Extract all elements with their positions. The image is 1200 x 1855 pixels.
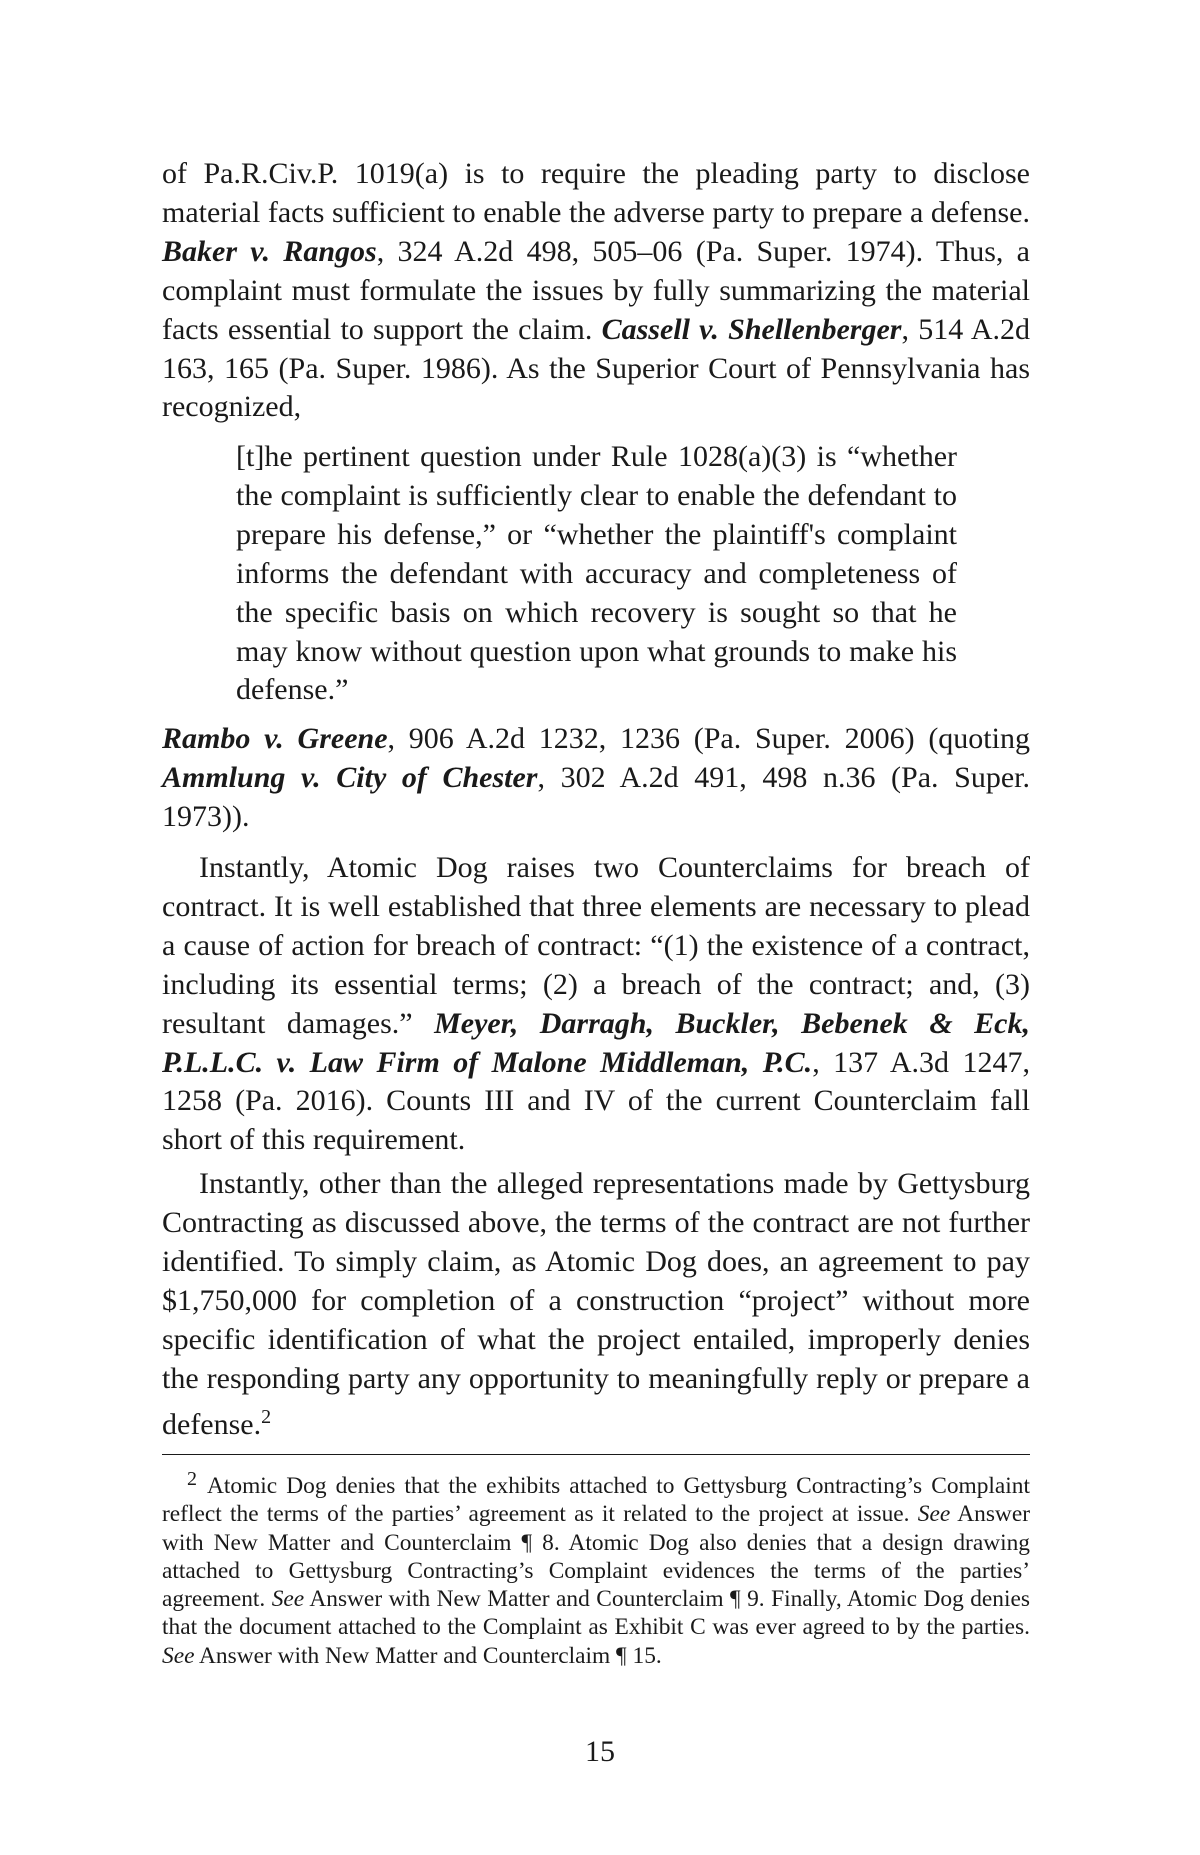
paragraph-text: , 906 A.2d 1232, 1236 (Pa. Super. 2006) (quoting [387,722,1030,755]
paragraph-text: , 514 A.2d 163, 165 (Pa. Super. 1986). As the Superior Court of Pennsylvania has recognized, [162,312,1030,424]
footnote-text: Answer with New Matter and Counterclaim ¶ 15. [194,1642,662,1669]
case-name-rambo: Rambo v. Greene [162,722,388,755]
paragraph-text: Instantly, other than the alleged representations made by Gettysburg Contracting as discussed above, the terms of the contract are not further identified. To simply claim, as Atomic Dog does, an agreement to pay $1,750,000 for completion of a construction “project” without more specific identification of what the project entailed, improperly denies the responding party any opportunity to meaningfully reply or prepare a defense. [162,1167,1030,1442]
page-number: 15 [585,1735,615,1768]
footnote-text: Answer with New Matter and Counterclaim ¶ 9. Finally, Atomic Dog denies that the document attached to the Complaint as Exhibit C was ever agreed to by the parties. [162,1586,1030,1641]
footnote-reference: 2 [261,1406,272,1429]
case-name-baker: Baker v. Rangos [162,234,377,268]
signal-see: See [162,1642,195,1669]
citation-paragraph [162,720,1030,837]
body-paragraph-breach-elements [162,849,1030,1160]
case-name-cassell: Cassell v. Shellenberger [601,312,902,346]
block-quote [236,438,957,710]
case-name-meyer: Meyer, Darragh, Buckler, Bebenek & Eck, P.L.L.C. v. Law Firm of Malone Middleman, P.C. [162,1006,1030,1079]
body-paragraph-rule-1019 [162,155,1030,427]
footnote-separator [162,1454,1030,1455]
footnote-text: Atomic Dog denies that the exhibits attached to Gettysburg Contracting’s Complaint reflect the terms of the parties’ agreement as it related to the project at issue. [162,1473,1030,1528]
block-quote-text: [t]he pertinent question under Rule 1028(a)(3) is “whether the complaint is sufficiently clear to enable the defendant to prepare his defense,” or “whether the plaintiff's complaint informs the defendant with accuracy and completeness of the specific basis on which recovery is sought so that he may know without question upon what grounds to make his defense.” [236,440,957,707]
paragraph-text: , 137 A.3d 1247, 1258 (Pa. 2016). Counts III and IV of the current Counterclaim fall short of this requirement. [162,1045,1030,1157]
footnote [162,1465,1030,1670]
case-name-ammlung: Ammlung v. City of Chester [162,760,538,794]
footnote-text: Answer with New Matter and Counterclaim ¶ 8. Atomic Dog also denies that a design drawing attached to Gettysburg Contracting’s Complaint evidences the terms of the parties’ agreement. [162,1501,1031,1613]
body-paragraph-contract-terms [162,1165,1030,1445]
signal-see: See [917,1501,951,1528]
footnote-number: 2 [187,1468,197,1490]
signal-see: See [271,1586,305,1613]
paragraph-text: , 324 A.2d 498, 505–06 (Pa. Super. 1974). Thus, a complaint must formulate the issues by fully summarizing the material facts essential to support the claim. [162,234,1030,346]
paragraph-text: , 302 A.2d 491, 498 n.36 (Pa. Super. 1973)). [162,760,1030,833]
paragraph-text: of Pa.R.Civ.P. 1019(a) is to require the pleading party to disclose material facts sufficient to enable the adverse party to prepare a defense. [162,157,1030,229]
paragraph-text: Instantly, Atomic Dog raises two Counterclaims for breach of contract. It is well established that three elements are necessary to plead a cause of action for breach of contract: “(1) the existence of a contract, including its essential terms; (2) a breach of the contract; and, (3) resultant damages.” [162,851,1030,1040]
